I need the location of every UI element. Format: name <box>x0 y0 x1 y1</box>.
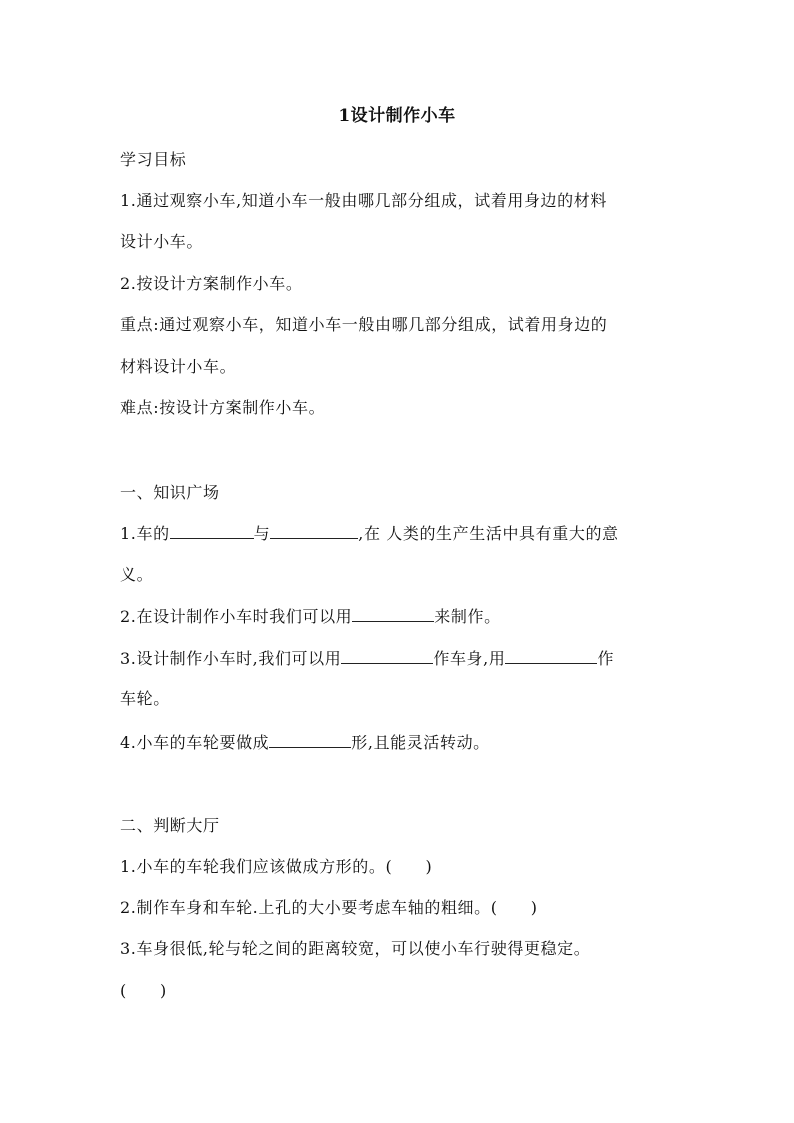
fill-question-1-text-b: 与 <box>253 524 271 543</box>
objective-1-line-2: 设计小车。 <box>120 232 204 251</box>
fill-question-2-text-b: 来制作。 <box>434 607 501 626</box>
fill-question-4-text-b: 形,且能灵活转动。 <box>351 733 490 752</box>
page-title: 1设计制作小车 <box>338 106 456 126</box>
objective-1-line-1: 1.通过观察小车,知道小车一般由哪几部分组成，试着用身边的材料 <box>120 191 607 210</box>
judge-question-3-line-2: ( ) <box>120 981 167 1000</box>
key-point-line-2: 材料设计小车。 <box>120 357 237 376</box>
fill-question-4 <box>120 731 680 754</box>
fill-question-2-text-a: 2.在设计制作小车时我们可以用 <box>120 607 353 626</box>
fill-question-1-text-a: 1.车的 <box>120 524 170 543</box>
fill-question-1-line-2: 义。 <box>120 565 154 584</box>
fill-question-1 <box>120 522 680 545</box>
judge-question-1: 1.小车的车轮我们应该做成方形的。( ) <box>120 857 433 876</box>
difficulty-point: 难点:按设计方案制作小车。 <box>120 398 326 417</box>
answer-blank-1a[interactable] <box>170 522 254 539</box>
objectives-heading: 学习目标 <box>120 150 187 169</box>
fill-question-3 <box>120 647 680 670</box>
fill-question-1-text-c: ,在 人类的生产生活中具有重大的意 <box>358 524 619 543</box>
fill-question-3-text-a: 3.设计制作小车时,我们可以用 <box>120 649 342 668</box>
fill-question-4-text-a: 4.小车的车轮要做成 <box>120 733 270 752</box>
objective-2: 2.按设计方案制作小车。 <box>120 274 303 293</box>
fill-question-3-line-2: 车轮。 <box>120 689 170 708</box>
fill-question-3-text-b: 作车身,用 <box>433 649 506 668</box>
answer-blank-2[interactable] <box>352 605 434 622</box>
answer-blank-3b[interactable] <box>505 647 597 664</box>
section-2-heading: 二、判断大厅 <box>120 816 220 835</box>
answer-blank-4[interactable] <box>269 731 351 748</box>
section-1-heading: 一、知识广场 <box>120 483 220 502</box>
fill-question-3-text-c: 作 <box>597 649 615 668</box>
answer-blank-3a[interactable] <box>341 647 433 664</box>
key-point-line-1: 重点:通过观察小车，知道小车一般由哪几部分组成，试着用身边的 <box>120 315 608 334</box>
fill-question-2 <box>120 605 680 628</box>
judge-question-3-line-1: 3.车身很低,轮与轮之间的距离较宽，可以使小车行驶得更稳定。 <box>120 939 591 958</box>
judge-question-2: 2.制作车身和车轮.上孔的大小要考虑车轴的粗细。( ) <box>120 898 538 917</box>
answer-blank-1b[interactable] <box>270 522 358 539</box>
